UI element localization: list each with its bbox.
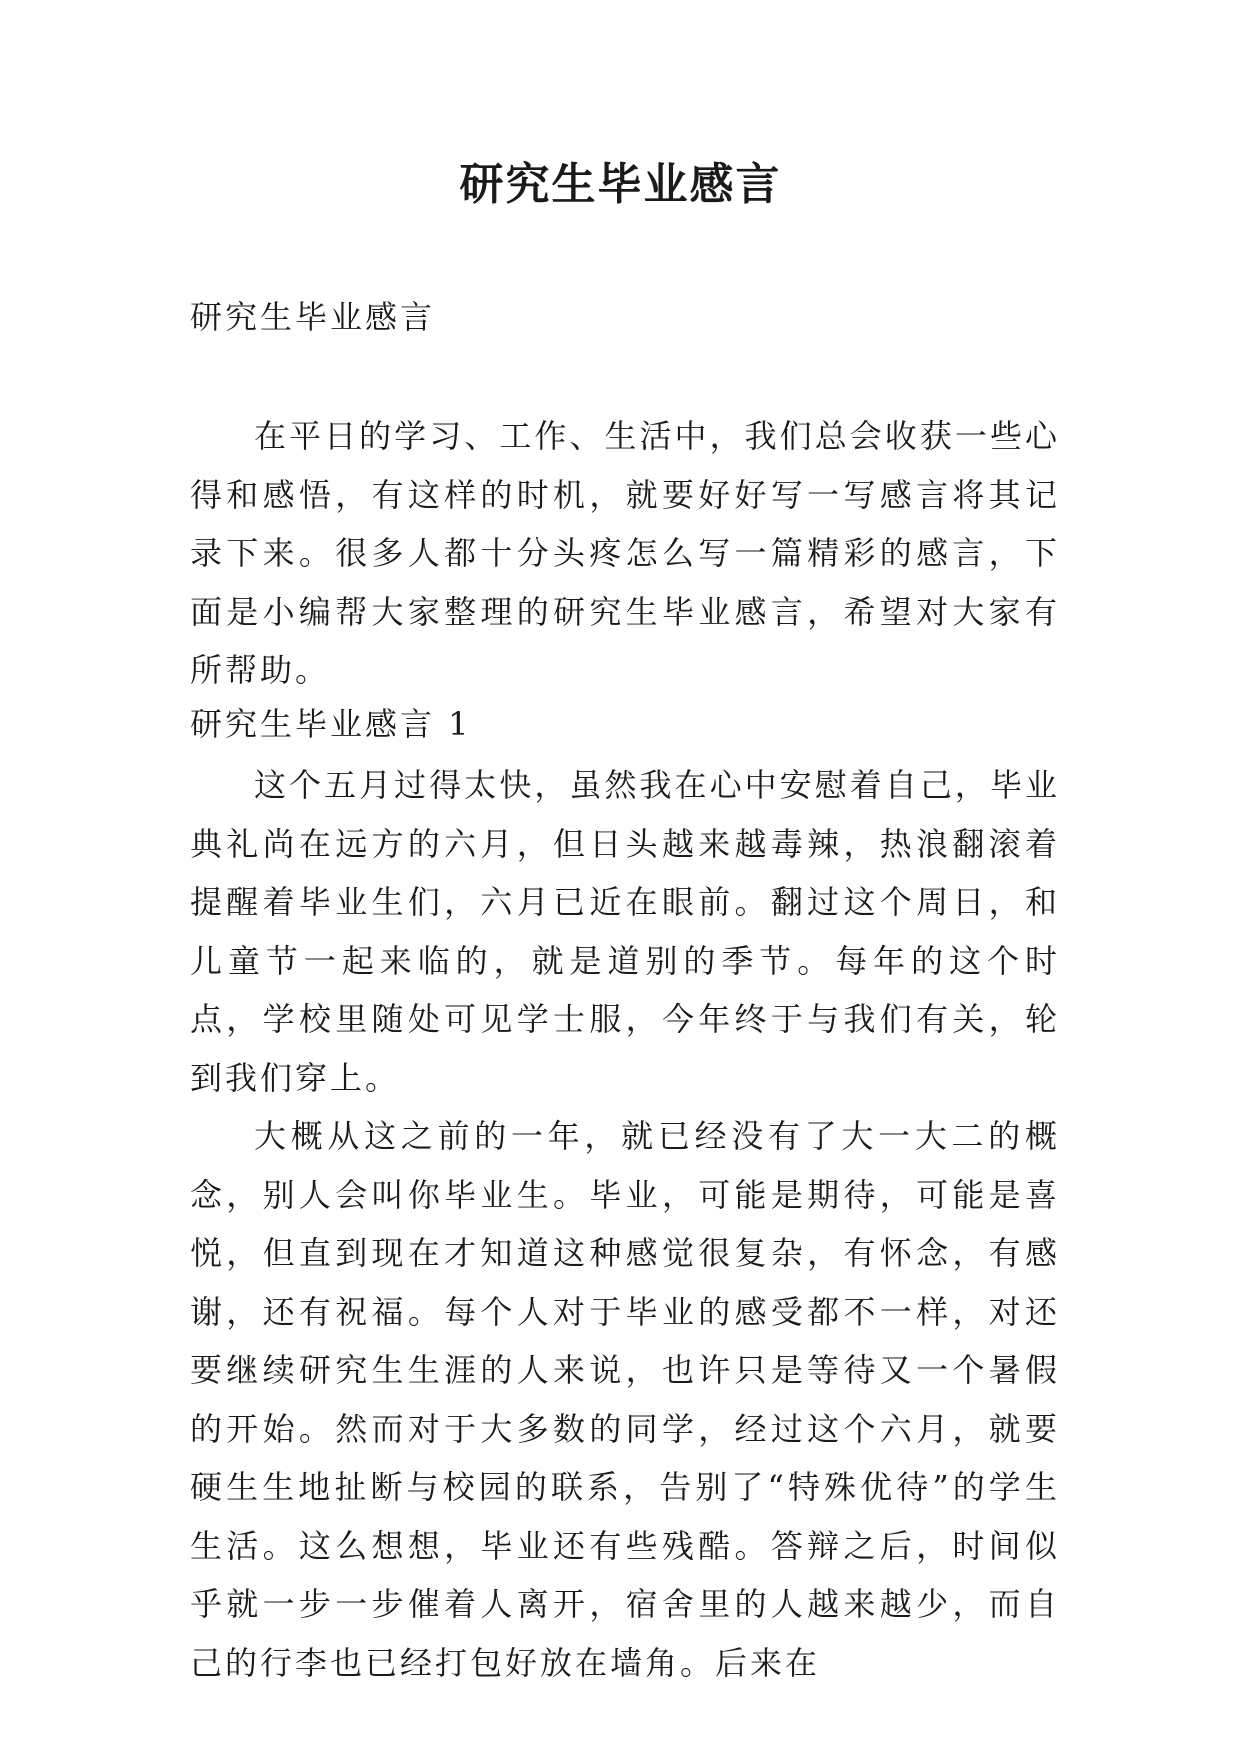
body-paragraph-1: 这个五月过得太快，虽然我在心中安慰着自己，毕业典礼尚在远方的六月，但日头越来越毒辣，热浪翻滚着提醒着毕业生们，六月已近在眼前。翻过这个周日，和儿童节一起来临的，就是道别的季节。每年的这个时点，学校里随处可见学士服，今年终于与我们有关，轮到我们穿上。 [190, 766, 1060, 1097]
section-body [190, 756, 1060, 1692]
section-heading-text: 研究生毕业感言 1 [190, 705, 472, 743]
section-heading [190, 695, 1060, 754]
document-title: 研究生毕业感言 [459, 159, 782, 210]
body-paragraph-2: 大概从这之前的一年，就已经没有了大一大二的概念，别人会叫你毕业生。毕业，可能是期待，可能是喜悦，但直到现在才知道这种感觉很复杂，有怀念，有感谢，还有祝福。每个人对于毕业的感受都不一样，对还要继续研究生生涯的人来说，也许只是等待又一个暑假的开始。然而对于大多数的同学，经过这个六月，就要硬生生地扯断与校园的联系，告别了“特殊优待”的学生生活。这么想想，毕业还有些残酷。答辩之后，时间似乎就一步一步催着人离开，宿舍里的人越来越少，而自己的行李也已经打包好放在墙角。后来在 [190, 1117, 1060, 1682]
subtitle-text: 研究生毕业感言 [190, 298, 436, 336]
intro-paragraph: 在平日的学习、工作、生活中，我们总会收获一些心得和感悟，有这样的时机，就要好好写一写感言将其记录下来。很多人都十分头疼怎么写一篇精彩的感言，下面是小编帮大家整理的研究生毕业感言，希望对大家有所帮助。 [190, 417, 1060, 689]
document-subtitle [190, 288, 1060, 347]
intro-section [190, 407, 1060, 700]
